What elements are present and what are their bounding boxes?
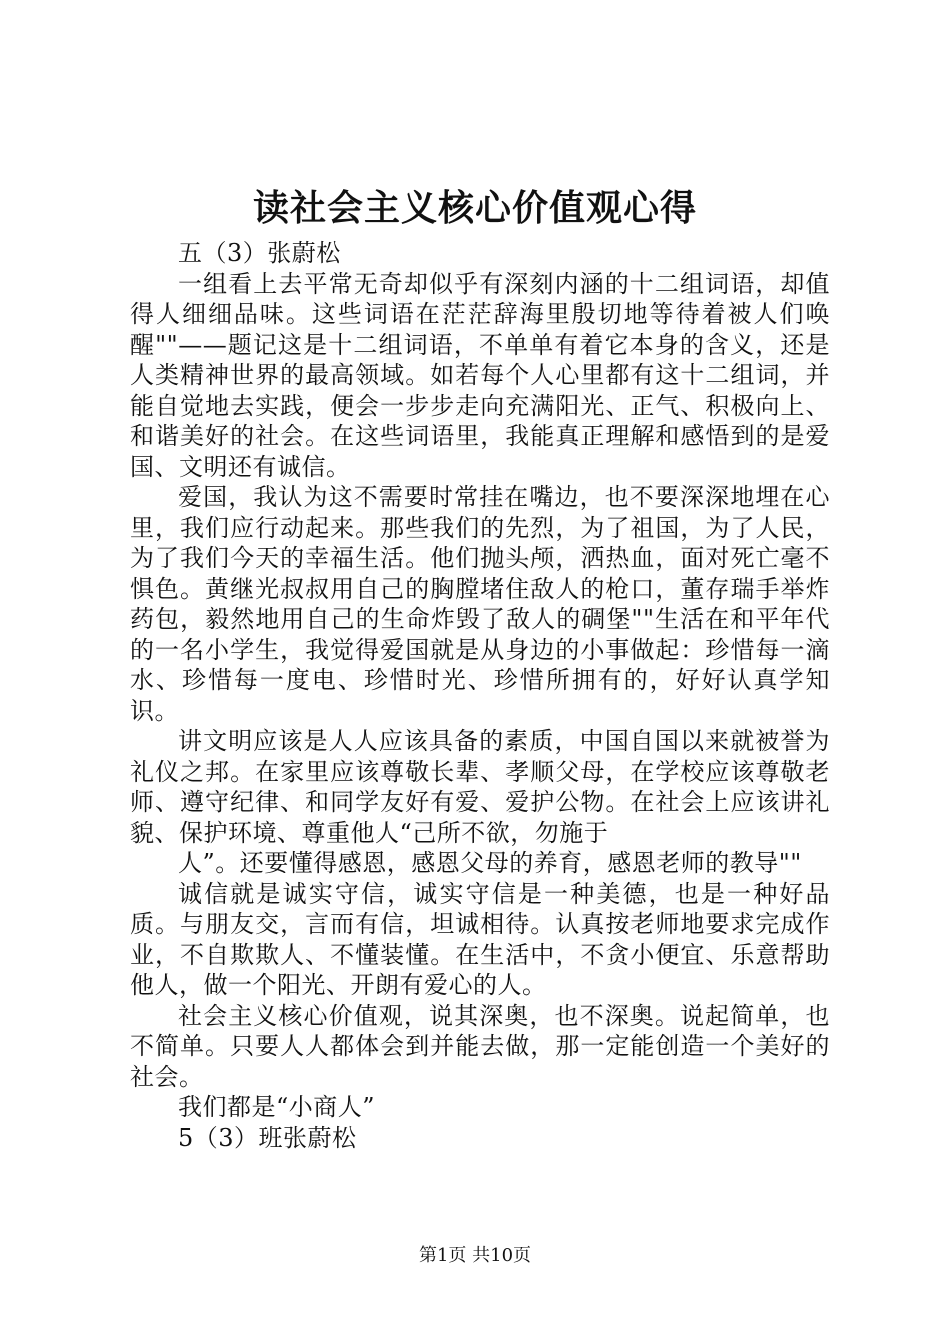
document-title: 读社会主义核心价值观心得 bbox=[252, 187, 697, 229]
page-number-footer: 第1页 共10页 bbox=[418, 1245, 532, 1266]
paragraph-intro: 一组看上去平常无奇却似乎有深刻内涵的十二组词语，却值得人细细品味。这些词语在茫茫辞海里殷切地等待着被人们唤醒""——题记这是十二组词语，不单单有着它本身的含义，还是人类精神世界的最高领域。如若每个人心里都有这十二组词，并能自觉地去实践，便会一步步走向充满阳光、正气、积极向上、和谐美好的社会。在这些词语里，我能真正理解和感悟到的是爱国、文明还有诚信。 bbox=[130, 269, 830, 481]
paragraph-conclusion: 社会主义核心价值观，说其深奥，也不深奥。说起简单，也不简单。只要人人都体会到并能去做，那一定能创造一个美好的社会。 bbox=[130, 1001, 830, 1091]
next-article-title: 我们都是“小商人” bbox=[178, 1093, 376, 1121]
next-article-author: 5（3）班张蔚松 bbox=[178, 1123, 357, 1152]
paragraph-civility: 讲文明应该是人人应该具备的素质，中国自国以来就被誉为礼仪之邦。在家里应该尊敬长辈、孝顺父母，在学校应该尊敬老师、遵守纪律、和同学友好有爱、爱护公物。在社会上应该讲礼貌、保护环境、尊重他人“己所不欲，勿施于 bbox=[130, 727, 830, 847]
paragraph-integrity: 诚信就是诚实守信，诚实守信是一种美德，也是一种好品质。与朋友交，言而有信，坦诚相待。认真按老师地要求完成作业，不自欺欺人、不懂装懂。在生活中，不贪小便宜、乐意帮助他人，做一个阳光、开朗有爱心的人。 bbox=[130, 879, 830, 999]
paragraph-patriotism: 爱国，我认为这不需要时常挂在嘴边，也不要深深地埋在心里，我们应行动起来。那些我们的先烈，为了祖国，为了人民，为了我们今天的幸福生活。他们抛头颅，洒热血，面对死亡毫不惧色。黄继光叔叔用自己的胸膛堵住敌人的枪口，董存瑞手举炸药包，毅然地用自己的生命炸毁了敌人的碉堡""生活在和平年代的一名小学生，我觉得爱国就是从身边的小事做起：珍惜每一滴水、珍惜每一度电、珍惜时光、珍惜所拥有的，好好认真学知识。 bbox=[130, 483, 830, 725]
author-line: 五（3）张蔚松 bbox=[178, 239, 341, 267]
document-body bbox=[130, 238, 830, 1153]
paragraph-civility-continued: 人”。还要懂得感恩，感恩父母的养育，感恩老师的教导"" bbox=[178, 849, 802, 877]
